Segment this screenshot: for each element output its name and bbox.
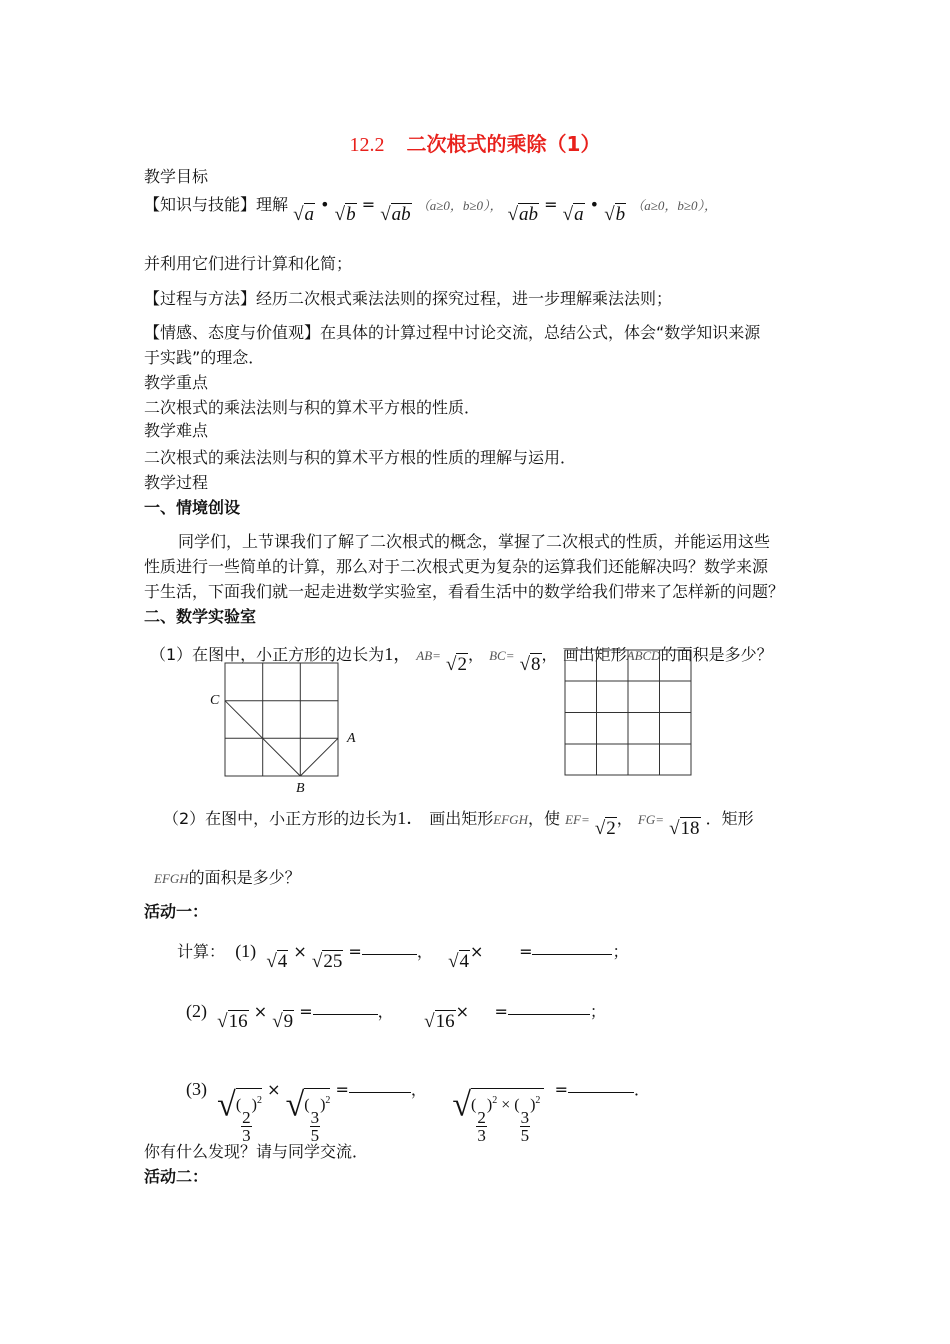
point-c-label: C [210,693,220,708]
activity1-heading: 活动一： [144,902,209,921]
segment-ba [300,738,338,776]
question-2: （2）在图中，小正方形的边长为1． 画出矩形EFGH，使 EF= √2， FG= √18 ．矩形 [163,808,754,839]
knowledge-cont: 并利用它们进行计算和化简； [144,254,353,273]
answer-blank[interactable] [508,1000,590,1015]
activity2-heading: 活动二： [144,1167,209,1186]
answer-blank[interactable] [568,1078,634,1093]
answer-blank[interactable] [349,1078,411,1093]
focus-text: 二次根式的乘法法则与积的算术平方根的性质． [144,398,481,417]
question-2-cont: EFGH的面积是多少？ [154,868,301,887]
section1-heading: 一、情境创设 [144,498,241,517]
emotion-goal-1: 【情感、态度与价值观】在具体的计算过程中讨论交流，总结公式，体会“数学知识来源 [144,323,761,342]
section1-para-1: 同学们，上节课我们了解了二次根式的概念，掌握了二次根式的性质，并能运用这些 [178,532,771,551]
page-title: 12.2 二次根式的乘除（1） [349,132,601,156]
point-a-label: A [347,731,356,746]
question-1: （1）在图中，小正方形的边长为1， AB= √2， BC= √8， 画出矩形ABCD的面积是多少？ [150,644,773,675]
section2-heading: 二、数学实验室 [144,607,257,626]
process-goal: 【过程与方法】经历二次根式乘法法则的探究过程，进一步理解乘法法则； [144,289,673,308]
process-heading: 教学过程 [144,473,209,492]
empty-grid [564,649,693,777]
calc-problem-1: 计算： (1) √4 × √25 = ， √4× = ； [177,941,629,972]
calc-problem-2: (2) √16 × √9 = ， √16× = ； [186,1001,606,1032]
sqrt-a: √a [293,204,315,225]
point-b-label: B [296,781,305,796]
goals-heading: 教学目标 [144,167,209,186]
answer-blank[interactable] [532,940,612,955]
section1-para-3: 于生活，下面我们就一起走进数学实验室，看看生活中的数学给我们带来了怎样新的问题？ [144,582,785,601]
knowledge-line: 【知识与技能】理解 √a • √b = √ab （a≥0，b≥0）， √ab = √a • √b （a≥0，b≥0）， [144,195,718,225]
calc-problem-3: (3) √( $\frac{2}{3}$ )$^2$ × √( $\frac{3}{5}$ )$^2$ = ， √( $\frac{2}{3}$ )$^2$ × ( $\frac{3}{5}$ )$^2$ = ． [186,1079,650,1145]
difficulty-heading: 教学难点 [144,421,209,440]
answer-blank[interactable] [313,1000,378,1015]
answer-blank[interactable] [362,940,417,955]
focus-heading: 教学重点 [144,373,209,392]
grid-figure-abc [224,662,340,778]
section1-para-2: 性质进行一些简单的计算，那么对于二次根式更为复杂的运算我们还能解决吗？数学来源 [144,557,769,576]
discover-text: 你有什么发现？请与同学交流． [144,1142,369,1161]
difficulty-text: 二次根式的乘法法则与积的算术平方根的性质的理解与运用． [144,448,577,467]
emotion-goal-2: 于实践”的理念． [144,348,265,367]
